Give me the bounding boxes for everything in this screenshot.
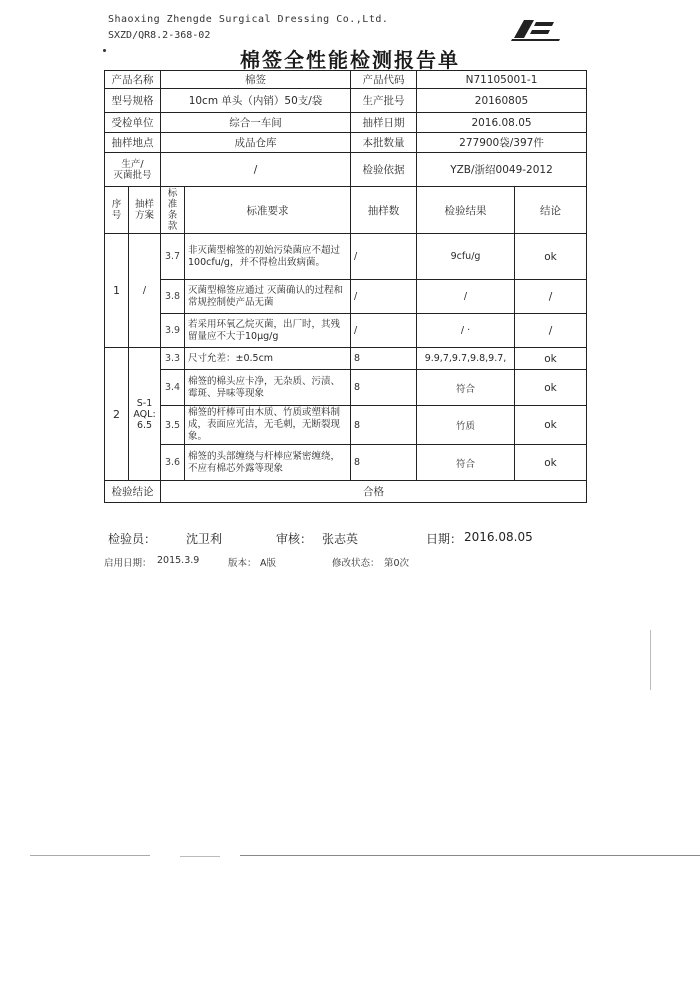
inspection-report-table bbox=[104, 70, 587, 503]
product-code-label: 产品代码 bbox=[351, 71, 417, 89]
row-clause: 3.5 bbox=[161, 406, 185, 445]
product-name-value: 棉签 bbox=[161, 71, 351, 89]
row-clause: 3.9 bbox=[161, 314, 185, 348]
steril-label: 生产/ 灭菌批号 bbox=[105, 153, 161, 187]
row-result: 符合 bbox=[417, 370, 515, 406]
model-value: 10cm 单头（内销）50支/袋 bbox=[161, 89, 351, 113]
batch-qty-value: 277900袋/397件 bbox=[417, 133, 587, 153]
document-code: SXZD/QR8.2-368-02 bbox=[108, 30, 211, 41]
row-requirement: 灭菌型棉签应通过 灭菌确认的过程和常规控制使产品无菌 bbox=[185, 280, 351, 314]
sample-date-label: 抽样日期 bbox=[351, 113, 417, 133]
report-title: 棉签全性能检测报告单 bbox=[240, 48, 460, 72]
row-conclusion: ok bbox=[515, 445, 587, 481]
row-requirement: 棉签的棉头应卡净，无杂质、污渍、霉斑、异味等现象 bbox=[185, 370, 351, 406]
scan-artifact bbox=[650, 630, 651, 690]
row-conclusion: / bbox=[515, 280, 587, 314]
company-logo-icon bbox=[510, 18, 562, 42]
col-sample-header: 抽样数 bbox=[351, 187, 417, 234]
version-value: A版 bbox=[260, 558, 276, 569]
row-requirement: 若采用环氧乙烷灭菌，出厂时，其残留量应不大于10μg/g bbox=[185, 314, 351, 348]
group-seq: 2 bbox=[105, 348, 129, 481]
col-result-header: 检验结果 bbox=[417, 187, 515, 234]
sample-date-value: 2016.08.05 bbox=[417, 113, 587, 133]
row-sample-count: 8 bbox=[351, 406, 417, 445]
group-scheme: S-1 AQL: 6.5 bbox=[129, 348, 161, 481]
dept-label: 受检单位 bbox=[105, 113, 161, 133]
col-conclusion-header: 结论 bbox=[515, 187, 587, 234]
date-label: 日期： bbox=[426, 532, 463, 546]
col-req-header: 标准要求 bbox=[185, 187, 351, 234]
row-sample-count: / bbox=[351, 280, 417, 314]
row-result: 9.9,7,9.7,9.8,9.7, bbox=[417, 348, 515, 370]
row-result: 竹质 bbox=[417, 406, 515, 445]
inspector-label: 检验员： bbox=[108, 532, 157, 546]
model-label: 型号规格 bbox=[105, 89, 161, 113]
col-clause-header: 标准条款 bbox=[161, 187, 185, 234]
group-scheme: / bbox=[129, 234, 161, 348]
col-seq-header: 序号 bbox=[105, 187, 129, 234]
row-result: / · bbox=[417, 314, 515, 348]
batch-value: 20160805 bbox=[417, 89, 587, 113]
row-clause: 3.3 bbox=[161, 348, 185, 370]
row-sample-count: / bbox=[351, 314, 417, 348]
product-code-value: N71105001-1 bbox=[417, 71, 587, 89]
row-conclusion: / bbox=[515, 314, 587, 348]
row-conclusion: ok bbox=[515, 348, 587, 370]
location-value: 成品仓库 bbox=[161, 133, 351, 153]
company-name-en: Shaoxing Zhengde Surgical Dressing Co.,Ltd. bbox=[108, 14, 389, 25]
basis-value: YZB/浙绍0049-2012 bbox=[417, 153, 587, 187]
version-label: 版本： bbox=[228, 558, 257, 569]
batch-label: 生产批号 bbox=[351, 89, 417, 113]
row-conclusion: ok bbox=[515, 406, 587, 445]
reviewer-name: 张志英 bbox=[322, 532, 359, 546]
verdict-value: 合格 bbox=[161, 481, 587, 503]
row-result: 符合 bbox=[417, 445, 515, 481]
row-requirement: 非灭菌型棉签的初始污染菌应不超过100cfu/g，并不得检出致病菌。 bbox=[185, 234, 351, 280]
col-scheme-header: 抽样方案 bbox=[129, 187, 161, 234]
row-conclusion: ok bbox=[515, 370, 587, 406]
row-conclusion: ok bbox=[515, 234, 587, 280]
row-requirement: 尺寸允差：±0.5cm bbox=[185, 348, 351, 370]
group-seq: 1 bbox=[105, 234, 129, 348]
row-clause: 3.8 bbox=[161, 280, 185, 314]
inspector-name: 沈卫利 bbox=[186, 532, 223, 546]
row-sample-count: 8 bbox=[351, 370, 417, 406]
row-clause: 3.4 bbox=[161, 370, 185, 406]
date-value: 2016.08.05 bbox=[464, 530, 533, 544]
reviewer-label: 审核： bbox=[276, 532, 313, 546]
row-requirement: 棉签的杆棒可由木质、竹质或塑料制成，表面应光洁，无毛刺，无断裂现象。 bbox=[185, 406, 351, 445]
row-result: / bbox=[417, 280, 515, 314]
steril-value: / bbox=[161, 153, 351, 187]
scan-artifact bbox=[180, 856, 220, 857]
row-result: 9cfu/g bbox=[417, 234, 515, 280]
batch-qty-label: 本批数量 bbox=[351, 133, 417, 153]
location-label: 抽样地点 bbox=[105, 133, 161, 153]
verdict-label: 检验结论 bbox=[105, 481, 161, 503]
row-sample-count: / bbox=[351, 234, 417, 280]
effective-label: 启用日期： bbox=[104, 558, 152, 569]
product-name-label: 产品名称 bbox=[105, 71, 161, 89]
row-clause: 3.7 bbox=[161, 234, 185, 280]
row-sample-count: 8 bbox=[351, 348, 417, 370]
row-clause: 3.6 bbox=[161, 445, 185, 481]
scan-artifact bbox=[30, 855, 150, 856]
effective-value: 2015.3.9 bbox=[157, 555, 200, 566]
revision-value: 第0次 bbox=[384, 558, 410, 569]
basis-label: 检验依据 bbox=[351, 153, 417, 187]
revision-label: 修改状态： bbox=[332, 558, 380, 569]
row-sample-count: 8 bbox=[351, 445, 417, 481]
scan-artifact bbox=[240, 855, 700, 856]
dept-value: 综合一车间 bbox=[161, 113, 351, 133]
row-requirement: 棉签的头部缠绕与杆棒应紧密缠绕，不应有棉芯外露等现象 bbox=[185, 445, 351, 481]
